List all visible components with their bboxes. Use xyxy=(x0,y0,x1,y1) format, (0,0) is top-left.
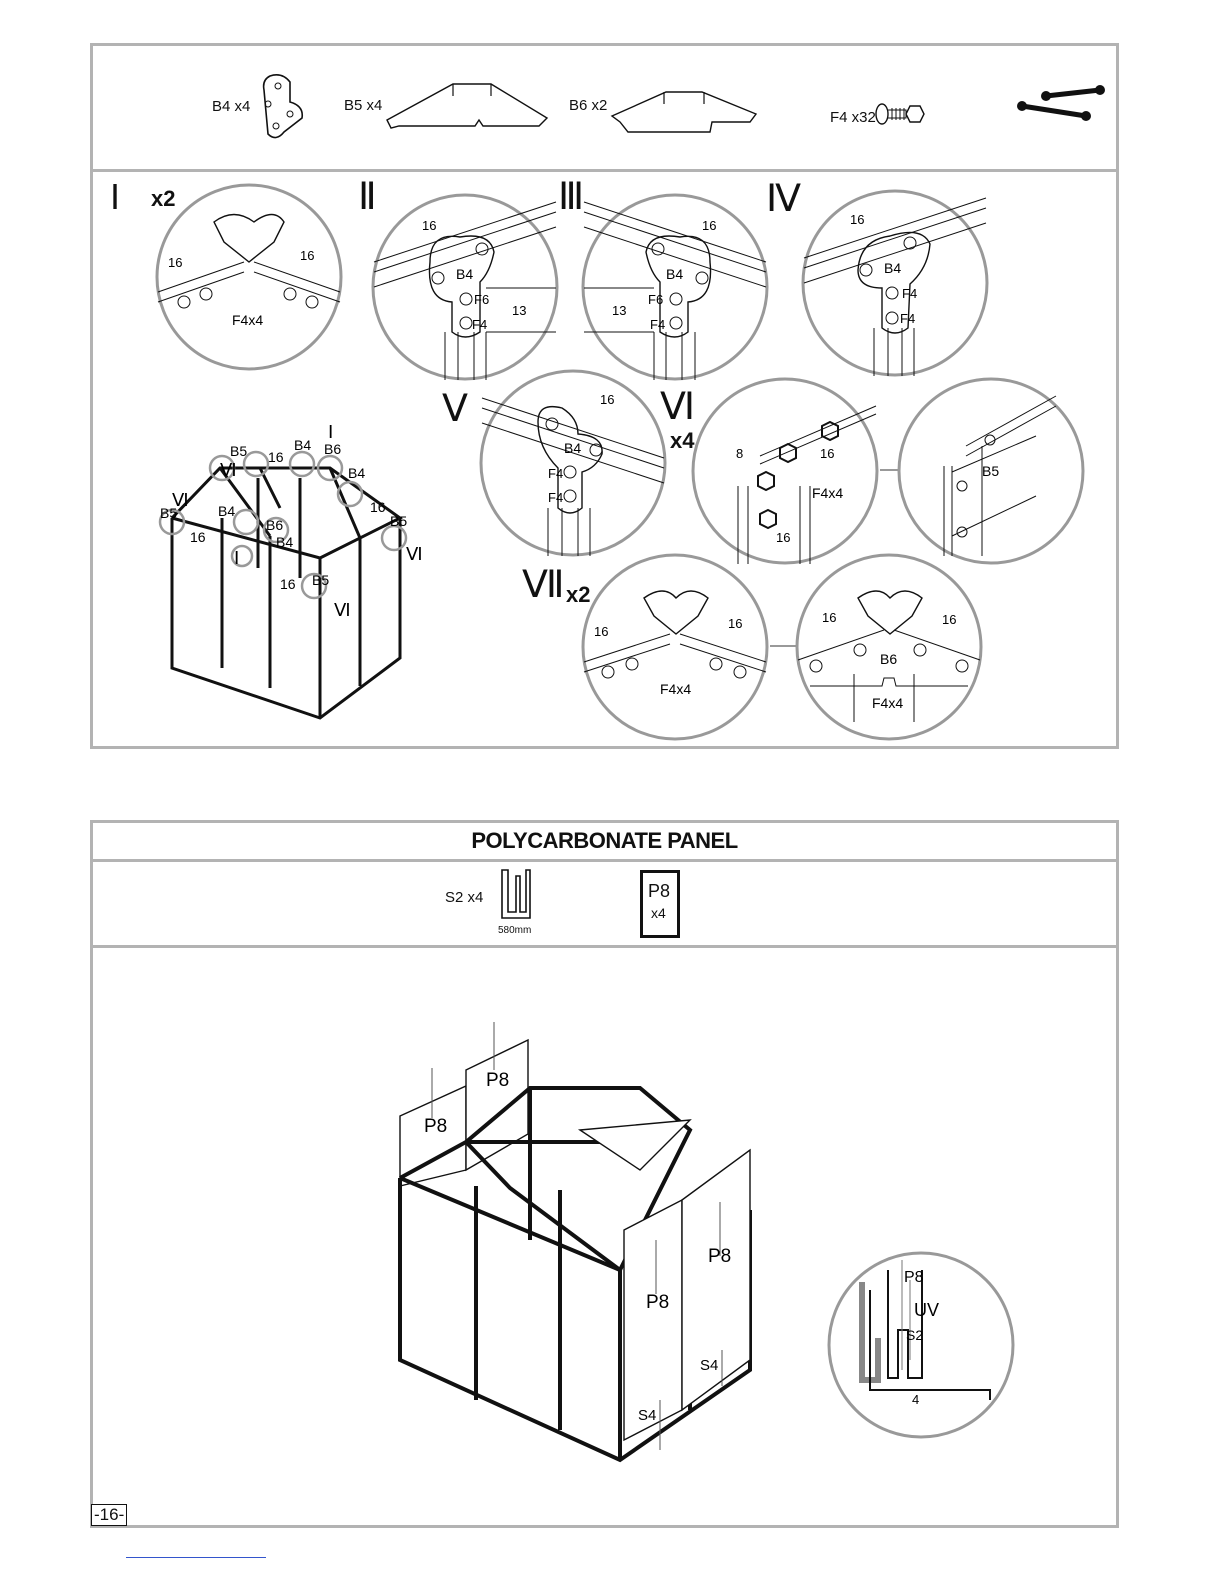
step-vi-label-f4x4: F4x4 xyxy=(812,485,844,501)
step-ii-detail-circle xyxy=(370,192,560,382)
footer-link-underline xyxy=(126,1557,266,1558)
ov-vi-d: Ⅵ xyxy=(406,544,423,564)
panel-s4-a: S4 xyxy=(638,1407,657,1424)
step-ii-numeral: Ⅱ xyxy=(358,176,377,218)
step-i-multiplier: x2 xyxy=(151,186,176,211)
ov-b4-a: B4 xyxy=(294,437,312,453)
step-i-label-f4x4: F4x4 xyxy=(232,312,264,328)
p8-panel-qty: x4 xyxy=(651,905,666,921)
ov-vi-a: Ⅵ xyxy=(220,460,237,480)
step-iii-label-13: 13 xyxy=(612,303,627,318)
step-vii-numeral: Ⅶ xyxy=(522,564,565,606)
step-vii-detail-circle-a xyxy=(580,552,770,742)
detail-uv: UV xyxy=(914,1300,940,1320)
step-vii-label-b6: B6 xyxy=(880,651,898,667)
step-vii-detail-circle-b xyxy=(794,552,984,742)
title-divider xyxy=(90,859,1119,862)
p8-panel-label: P8 xyxy=(648,881,671,901)
ov-b4-c: B4 xyxy=(218,503,236,519)
step-ii-label-f4: F4 xyxy=(472,317,488,332)
step-ii-label-16: 16 xyxy=(422,218,437,233)
step-v-detail-circle xyxy=(478,368,668,558)
part-s2-dim: 580mm xyxy=(498,925,532,936)
step-iii-label-16: 16 xyxy=(702,218,717,233)
wrench-tools-icon xyxy=(1016,84,1108,126)
ov-b5-d: B5 xyxy=(312,572,330,588)
step-vi-label-b5: B5 xyxy=(982,463,1000,479)
detail-s2: S2 xyxy=(906,1327,924,1343)
step-iv-numeral: Ⅳ xyxy=(766,178,802,220)
detail-p8: P8 xyxy=(904,1269,924,1286)
greenhouse-frame-overview xyxy=(150,418,440,728)
panel-p8-b: P8 xyxy=(486,1070,510,1091)
step-vi-detail-circle-b xyxy=(896,376,1086,566)
panel-p8-d: P8 xyxy=(708,1246,732,1267)
step-vi-multiplier: x4 xyxy=(670,428,695,453)
panel-s4-b: S4 xyxy=(700,1357,719,1374)
step-i-label-16b: 16 xyxy=(300,248,315,263)
parts-divider-bottom xyxy=(90,945,1119,948)
ov-b5-a: B5 xyxy=(230,443,248,459)
step-vi-detail-circle-a xyxy=(690,376,880,566)
step-ii-label-13: 13 xyxy=(512,303,527,318)
step-vii-label-16b: 16 xyxy=(728,616,743,631)
step-iii-label-f4: F4 xyxy=(650,317,666,332)
step-vii-multiplier: x2 xyxy=(566,582,591,607)
step-v-numeral: Ⅴ xyxy=(442,388,468,430)
ov-b6-a: B6 xyxy=(324,441,342,457)
p8-panel-icon xyxy=(640,870,680,938)
panel-p8-c: P8 xyxy=(646,1292,670,1313)
step-v-label-16: 16 xyxy=(600,392,615,407)
step-v-label-f4a: F4 xyxy=(548,466,564,481)
step-iii-label-b4: B4 xyxy=(666,266,684,282)
step-vi-label-16b: 16 xyxy=(776,530,791,545)
step-vii-connector xyxy=(770,645,796,647)
part-s2-label: S2 x4 xyxy=(445,889,484,906)
s2-channel-icon xyxy=(496,866,536,924)
panel-p8-a: P8 xyxy=(424,1116,448,1137)
step-i-detail-circle xyxy=(154,182,344,372)
step-vii-label-16a: 16 xyxy=(594,624,609,639)
s2-detail-circle xyxy=(826,1250,1016,1440)
ov-16-c: 16 xyxy=(370,499,386,515)
ov-vi-c: Ⅵ xyxy=(334,600,351,620)
step-iv-detail-circle xyxy=(800,188,990,378)
step-vii-label-16c: 16 xyxy=(822,610,837,625)
step-i-label-16a: 16 xyxy=(168,255,183,270)
step-ii-label-f6: F6 xyxy=(474,292,490,307)
step-iv-label-16: 16 xyxy=(850,212,865,227)
b5-bracket-icon xyxy=(383,76,553,134)
ov-i-b: Ⅰ xyxy=(234,548,240,568)
detail-dim-4: 4 xyxy=(912,1392,920,1407)
b6-bracket-icon xyxy=(608,86,760,138)
ov-16-d: 16 xyxy=(280,576,296,592)
step-iv-label-f4b: F4 xyxy=(900,311,916,326)
step-iii-detail-circle xyxy=(580,192,770,382)
step-vii-label-16d: 16 xyxy=(942,612,957,627)
step-i-numeral: Ⅰ xyxy=(110,180,121,217)
step-v-label-f4b: F4 xyxy=(548,490,564,505)
step-iv-label-b4: B4 xyxy=(884,260,902,276)
part-f4-label: F4 x32 xyxy=(830,109,876,126)
f4-bolt-icon xyxy=(874,100,926,128)
ov-b6-b: B6 xyxy=(266,517,284,533)
ov-i-a: Ⅰ xyxy=(328,422,334,442)
step-vii-label-f4x4b: F4x4 xyxy=(872,695,904,711)
ov-b4-d: B4 xyxy=(276,534,294,550)
part-b5-label: B5 x4 xyxy=(344,97,383,114)
step-vi-label-16a: 16 xyxy=(820,446,835,461)
ov-vi-b: Ⅵ xyxy=(172,490,189,510)
step-iii-label-f6: F6 xyxy=(648,292,664,307)
b4-plate-icon xyxy=(256,72,308,144)
ov-b5-b: B5 xyxy=(160,505,178,521)
ov-b5-c: B5 xyxy=(390,513,408,529)
ov-b4-b: B4 xyxy=(348,465,366,481)
ov-16-b: 16 xyxy=(190,529,206,545)
step-iii-numeral: Ⅲ xyxy=(558,176,585,218)
parts-divider-top xyxy=(90,169,1119,172)
step-iv-label-f4a: F4 xyxy=(902,286,918,301)
step-ii-label-b4: B4 xyxy=(456,266,474,282)
ov-16-a: 16 xyxy=(268,449,284,465)
greenhouse-panel-diagram xyxy=(390,1010,770,1480)
step-vii-label-f4x4a: F4x4 xyxy=(660,681,692,697)
section-title: POLYCARBONATE PANEL xyxy=(471,828,738,853)
part-b4-label: B4 x4 xyxy=(212,98,251,115)
page-number: -16- xyxy=(91,1504,127,1526)
step-vi-label-8: 8 xyxy=(736,446,744,461)
step-vi-numeral: Ⅵ xyxy=(660,386,696,428)
part-b6-label: B6 x2 xyxy=(569,97,608,114)
step-v-label-b4: B4 xyxy=(564,440,582,456)
